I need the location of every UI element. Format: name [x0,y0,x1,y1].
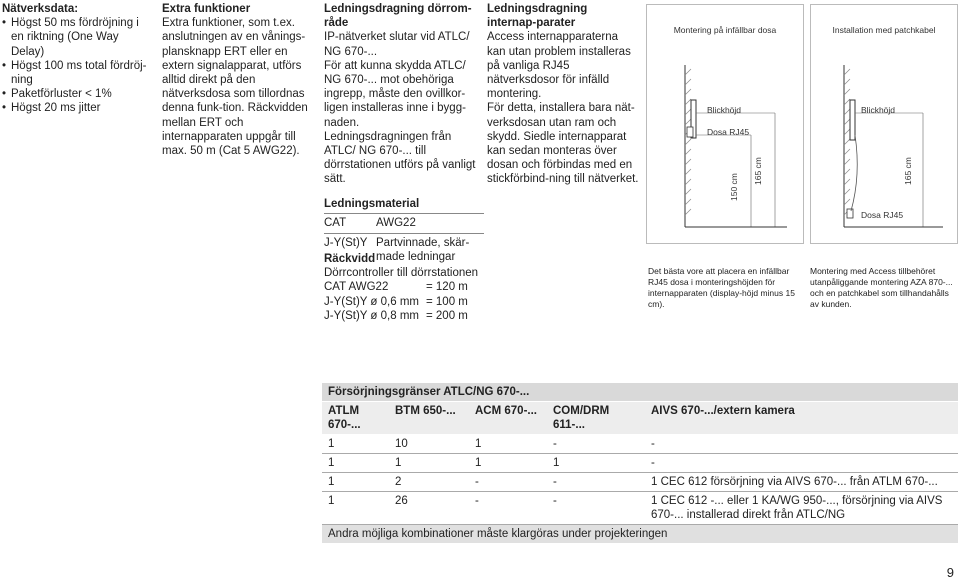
range-value: = 100 m [426,295,468,308]
material-heading: Ledningsmaterial [324,197,420,210]
table-cell: 1 [469,435,547,454]
range-row [324,295,484,309]
table-cell: 1 [322,492,389,525]
column-header: COM/DRM 611-... [547,402,645,435]
table-cell: 1 [322,454,389,473]
table-row [322,454,958,473]
dim-165-label: 165 cm [753,157,763,185]
list-item: • Högst 20 ms jitter [2,101,150,115]
indoor-wiring-para-2: För detta, installera bara nät-verksdosan utan ram och skydd. Siedle internapparat kan sedan monteras över dosan och förbindas med en stickförbind-ning till nätverket. [487,102,639,186]
column-header: AIVS 670-.../extern kamera [645,402,958,435]
extra-functions-heading: Extra funktioner [162,3,251,15]
table-cell: - [547,492,645,525]
table-cell: 10 [389,435,469,454]
network-data-section [2,2,150,116]
eye-level-label: Blickhöjd [707,105,742,115]
extra-functions-section [162,2,312,158]
range-value: = 200 m [426,309,468,322]
range-row [324,309,484,323]
network-data-heading: Nätverksdata: [2,3,79,15]
range-label: J-Y(St)Y ø 0,8 mm [324,309,419,322]
table-cell: 1 CEC 612 -... eller 1 KA/WG 950-..., försörjning via AIVS 670-... installerad direkt från ATLC/NG [645,492,958,525]
indoor-wiring-heading: Ledningsdragning internap-parater [487,3,588,30]
table-cell: 1 [322,435,389,454]
table-cell: - [645,435,958,454]
table-cell: 1 [469,454,547,473]
table-row [322,492,958,525]
indoor-wiring-section [487,2,639,187]
list-item: • Paketförluster < 1% [2,87,150,101]
column-header: ACM 670-... [469,402,547,435]
range-section [324,252,484,323]
material-type: CAT [324,216,347,229]
range-label: CAT AWG22 [324,281,389,294]
patch-cable-diagram [810,4,958,244]
network-data-list [2,16,150,115]
indoor-wiring-para-1: Access internapparaterna kan utan problem installeras på vanliga RJ45 nätverksdosor för infälld montering. [487,31,631,101]
range-value: = 120 m [426,281,468,294]
table-cell: - [547,435,645,454]
diagram-caption-2: Montering med Access tillbehöret utanpåliggande montering AZA 870-... och en patchkabel som tillhandahålls av kunden. [810,266,953,309]
range-subheading: Dörrcontroller till dörrstationen [324,267,479,280]
material-desc: Partvinnade, skär-made ledningar [376,237,470,264]
range-row [324,280,484,294]
supply-limits-table [322,383,958,543]
eye-level-label: Blickhöjd [861,105,896,115]
wall-illustration [811,5,959,245]
table-row [322,435,958,454]
divider [324,233,484,234]
range-heading: Räckvidd [324,253,376,265]
dim-165-label: 165 cm [903,157,913,185]
material-type: J-Y(St)Y [324,237,368,250]
column-header: BTM 650-... [389,402,469,435]
wall-illustration [647,5,805,245]
table-cell: 1 [322,473,389,492]
list-item: • Högst 100 ms total fördröj-ning [2,59,150,87]
table-cell: 1 [389,454,469,473]
table-title: Försörjningsgränser ATLC/NG 670-... [322,383,958,402]
range-label: J-Y(St)Y ø 0,6 mm [324,295,419,308]
table-cell: 1 [547,454,645,473]
door-wiring-heading: Ledningsdragning dörrom-råde [324,3,472,30]
table-footer-note: Andra möjliga kombinationer måste klargöras under projekteringen [322,525,958,544]
table-cell: - [547,473,645,492]
table-cell: - [469,492,547,525]
door-wiring-section [324,2,484,264]
table-cell: 26 [389,492,469,525]
box-label: Dosa RJ45 [861,210,904,220]
diagram-title: Montering på infällbar dosa [673,25,777,35]
list-item: • Högst 50 ms fördröjning i en riktning (One Way Delay) [2,16,150,59]
table-cell: 2 [389,473,469,492]
column-header: ATLM 670-... [322,402,389,435]
door-wiring-para-1: IP-nätverket slutar vid ATLC/ NG 670-... [324,31,470,58]
page-number: 9 [946,565,954,580]
door-wiring-para-3: Ledningsdragningen från ATLC/ NG 670-... till dörrstationen utförs på vanligt sätt. [324,130,476,186]
material-row [324,216,484,230]
table-row [322,473,958,492]
flush-mount-diagram [646,4,804,244]
table-cell: - [645,454,958,473]
extra-functions-text: Extra funktioner, som t.ex. anslutningen av en vånings-plansknapp ERT eller en extern signalapparat, utförs alltid direkt på den nätverksdosa som tillordnas denna funk-tion. Räckvidden mellan ERT och internapparaten uppgår till max. 50 m (Cat 5 AWG22). [162,17,308,158]
table-cell: 1 CEC 612 försörjning via AIVS 670-... från ATLM 670-... [645,473,958,492]
diagram-title: Installation med patchkabel [832,25,936,35]
dim-150-label: 150 cm [729,173,739,201]
box-label: Dosa RJ45 [707,127,750,137]
diagram-caption-1: Det bästa vore att placera en infällbar RJ45 dosa i monteringshöjden för internapparaten (display-höjd minus 15 cm). [648,266,795,309]
table-header-row [322,402,958,435]
table-cell: - [469,473,547,492]
material-desc: AWG22 [376,216,416,229]
door-wiring-para-2: För att kunna skydda ATLC/ NG 670-... mot obehöriga ingrepp, måste den ovillkor-ligen installeras inne i bygg-naden. [324,59,466,129]
